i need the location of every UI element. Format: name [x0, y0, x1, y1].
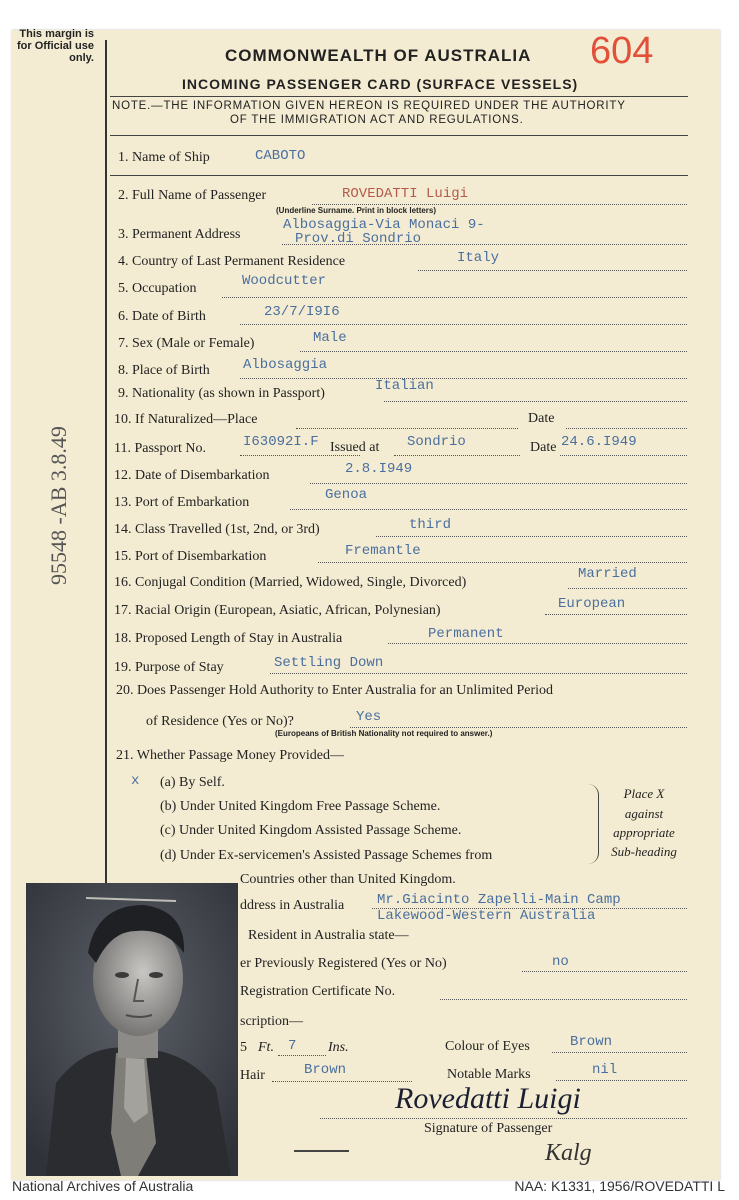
q3-value-2: Prov.di Sondrio — [295, 231, 422, 247]
q24-label: er Previously Registered (Yes or No) — [240, 956, 447, 971]
header-rule — [110, 96, 688, 97]
marks-label: Notable Marks — [447, 1067, 531, 1082]
marks-dots — [556, 1080, 687, 1081]
q2-label: 2. Full Name of Passenger — [118, 188, 267, 203]
q24-value: no — [552, 954, 569, 970]
height-ft-label: Ft. — [258, 1040, 274, 1055]
q6-value: 23/7/I9I6 — [264, 304, 340, 320]
q10-date-dots — [566, 428, 687, 429]
q5-label: 5. Occupation — [118, 281, 197, 296]
q18-dots — [388, 643, 687, 644]
hair-label: Hair — [240, 1068, 265, 1083]
q14-value: third — [409, 517, 452, 533]
q16-label: 16. Conjugal Condition (Married, Widowed, Single, Divorced) — [114, 575, 467, 590]
q9-value: Italian — [375, 378, 434, 394]
footer-reference: NAA: K1331, 1956/ROVEDATTI L — [514, 1178, 725, 1194]
hair-dots — [272, 1081, 412, 1082]
q21-option-b: (b) Under United Kingdom Free Passage Scheme. — [160, 799, 441, 814]
q8-dots — [240, 378, 687, 379]
q8-value: Albosaggia — [243, 357, 328, 373]
place-x-line-3: appropriate — [613, 825, 675, 840]
q22-dots — [372, 908, 687, 909]
q20-value: Yes — [356, 709, 382, 725]
q18-label: 18. Proposed Length of Stay in Australia — [114, 631, 343, 646]
q11-date-value: 24.6.I949 — [561, 434, 637, 450]
signature-label: Signature of Passenger — [424, 1121, 553, 1136]
q14-label: 14. Class Travelled (1st, 2nd, or 3rd) — [114, 522, 320, 537]
q21-option-a: (a) By Self. — [160, 775, 225, 790]
q5-dots — [222, 297, 687, 298]
q6-label: 6. Date of Birth — [118, 309, 206, 324]
hair-value: Brown — [304, 1062, 347, 1078]
q20-label-1: 20. Does Passenger Hold Authority to Enter Australia for an Unlimited Period — [116, 683, 554, 698]
footer-archive-name: National Archives of Australia — [12, 1178, 194, 1194]
q25-dots — [440, 999, 687, 1000]
eyes-label: Colour of Eyes — [445, 1039, 530, 1054]
signature-dots — [320, 1118, 687, 1119]
q3-label: 3. Permanent Address — [118, 227, 241, 242]
eyes-dots — [552, 1052, 687, 1053]
q24-dots — [522, 971, 687, 972]
q1-label: 1. Name of Ship — [118, 150, 210, 165]
height-ft-value: 5 — [240, 1040, 247, 1055]
q15-label: 15. Port of Disembarkation — [114, 549, 267, 564]
q2-dots — [312, 204, 687, 205]
q10-label: 10. If Naturalized—Place — [114, 412, 258, 427]
q22-label: ddress in Australia — [240, 898, 345, 913]
q3-dots — [282, 244, 687, 245]
passenger-signature: Rovedatti Luigi — [395, 1082, 581, 1115]
q11-issued-value: Sondrio — [407, 434, 466, 450]
q2-value: ROVEDATTI Luigi — [342, 186, 469, 202]
q19-label: 19. Purpose of Stay — [114, 660, 224, 675]
q11-value: I63092I.F — [243, 434, 319, 450]
q13-value: Genoa — [325, 487, 368, 503]
q18-value: Permanent — [428, 626, 504, 642]
official-margin-note: This margin is for Official use only. — [16, 28, 94, 64]
q5-value: Woodcutter — [242, 273, 327, 289]
eyes-value: Brown — [570, 1034, 613, 1050]
q25-label: Registration Certificate No. — [240, 984, 396, 999]
q11-date-dots — [560, 455, 687, 456]
q7-dots — [300, 351, 687, 352]
q22-value-1: Mr.Giacinto Zapelli-Main Camp — [377, 892, 621, 908]
height-dots — [278, 1055, 326, 1056]
q11-label: 11. Passport No. — [114, 441, 207, 456]
q21-label: 21. Whether Passage Money Provided— — [116, 748, 344, 763]
portrait-image — [26, 883, 238, 1176]
q9-label: 9. Nationality (as shown in Passport) — [118, 386, 325, 401]
q23-label: Resident in Australia state— — [248, 928, 409, 943]
q10-date-label: Date — [528, 411, 555, 426]
margin-divider — [105, 40, 107, 885]
q15-dots — [318, 562, 687, 563]
place-x-line-2: against — [624, 806, 664, 821]
q7-value: Male — [313, 330, 347, 346]
q11-issued-dots — [394, 455, 520, 456]
q26-label: scription— — [240, 1014, 303, 1029]
q1-rule — [110, 175, 688, 176]
height-in-value: 7 — [288, 1038, 297, 1054]
q21-option-d-line1: (d) Under Ex-servicemen's Assisted Passage Schemes from — [160, 848, 493, 863]
q9-dots — [384, 401, 687, 402]
q1-value: CABOTO — [255, 148, 306, 164]
note-line-1: NOTE.—THE INFORMATION GIVEN HEREON IS REQUIRED UNDER THE AUTHORITY — [112, 100, 626, 112]
passenger-photo — [26, 883, 238, 1176]
q17-value: European — [558, 596, 626, 612]
q3-value-1: Albosaggia-Via Monaci 9- — [283, 217, 485, 233]
q7-label: 7. Sex (Male or Female) — [118, 336, 255, 351]
place-x-line-4: Sub-heading — [611, 844, 677, 859]
card-subtitle: INCOMING PASSENGER CARD (SURFACE VESSELS) — [182, 76, 579, 92]
card-title: COMMONWEALTH OF AUSTRALIA — [225, 46, 532, 65]
short-rule — [294, 1150, 349, 1152]
q2-hint: (Underline Surname. Print in block letters) — [276, 206, 437, 215]
q21-option-d-line2: Countries other than United Kingdom. — [240, 872, 456, 887]
q11-issued-label: Issued at — [330, 440, 380, 455]
q21-mark: x — [131, 773, 140, 789]
q17-label: 17. Racial Origin (European, Asiatic, African, Polynesian) — [114, 603, 441, 618]
marks-value: nil — [592, 1062, 618, 1078]
q20-hint: (Europeans of British Nationality not required to answer.) — [275, 729, 493, 738]
height-in-label: Ins. — [328, 1040, 349, 1055]
officer-initials: Kalg — [545, 1140, 592, 1166]
q10-place-dots — [296, 428, 518, 429]
q12-value: 2.8.I949 — [345, 461, 413, 477]
note-line-2: OF THE IMMIGRATION ACT AND REGULATIONS. — [230, 114, 524, 126]
q12-dots — [310, 483, 687, 484]
pencil-margin-note: 95548 -AB 3.8.49 — [46, 426, 71, 585]
q19-value: Settling Down — [274, 655, 384, 671]
q4-value: Italy — [457, 250, 500, 266]
stamp-number: 604 — [590, 30, 654, 72]
q16-value: Married — [578, 566, 637, 582]
q8-label: 8. Place of Birth — [118, 363, 210, 378]
q11-date-label: Date — [530, 440, 557, 455]
note-rule — [110, 135, 688, 136]
q21-brace — [588, 784, 599, 864]
q12-label: 12. Date of Disembarkation — [114, 468, 270, 483]
q4-dots — [418, 270, 687, 271]
q15-value: Fremantle — [345, 543, 421, 559]
q20-label-2: of Residence (Yes or No)? — [146, 714, 294, 729]
q13-dots — [290, 509, 687, 510]
q4-label: 4. Country of Last Permanent Residence — [118, 254, 346, 269]
q6-dots — [240, 324, 687, 325]
q16-dots — [568, 588, 687, 589]
q14-dots — [376, 536, 687, 537]
q21-option-c: (c) Under United Kingdom Assisted Passage Scheme. — [160, 823, 462, 838]
q19-dots — [270, 673, 687, 674]
q13-label: 13. Port of Embarkation — [114, 495, 250, 510]
place-x-line-1: Place X — [623, 786, 665, 801]
q17-dots — [545, 614, 687, 615]
q20-dots — [350, 727, 687, 728]
q22-value-2: Lakewood-Western Australia — [377, 908, 596, 924]
